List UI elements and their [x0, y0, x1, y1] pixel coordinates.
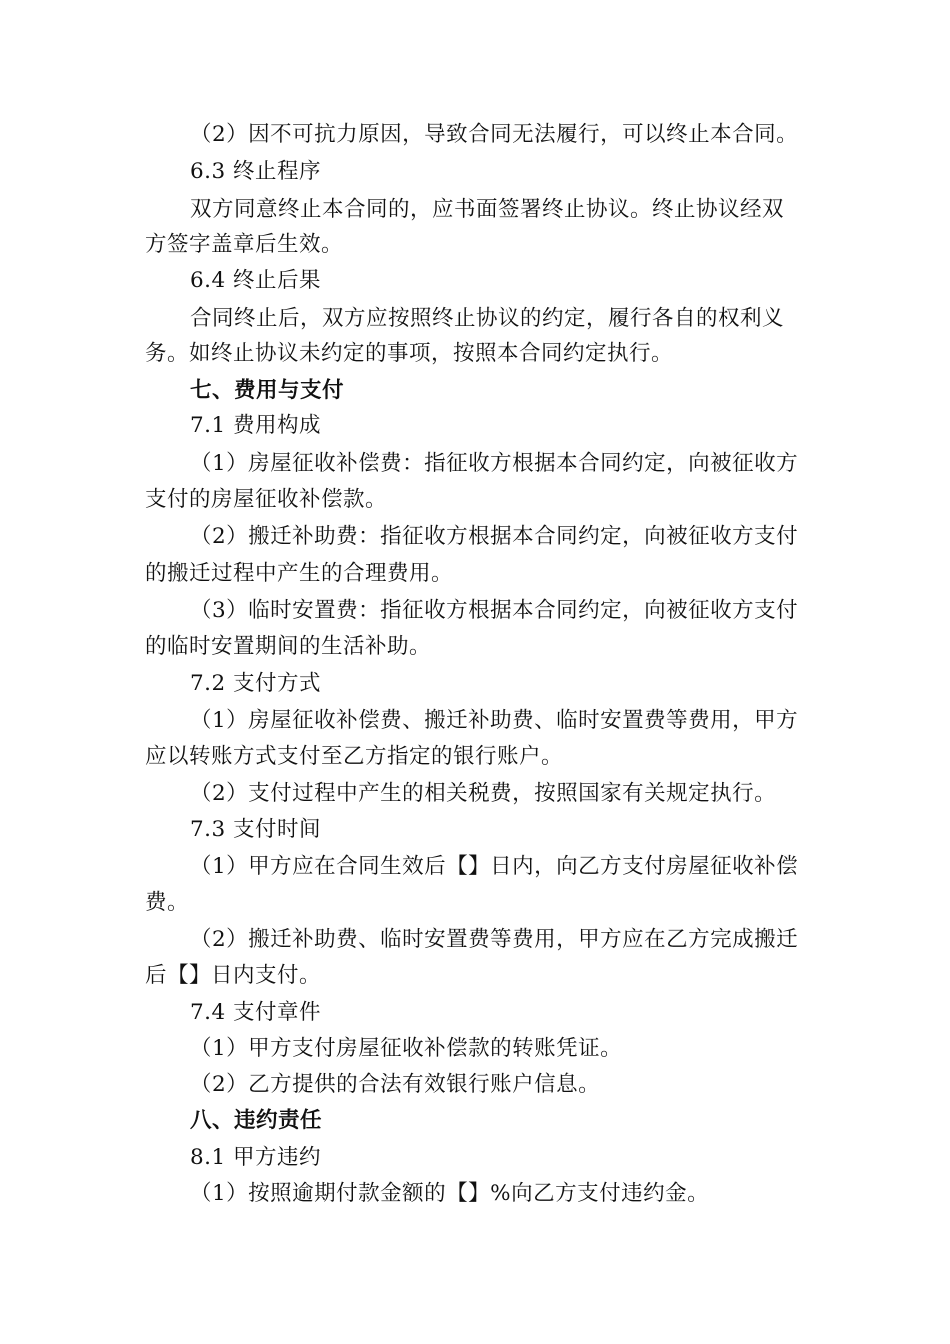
chapter-7-heading: 七、费用与支付	[190, 378, 345, 403]
section-7-1-heading: 7.1 费用构成	[190, 413, 322, 438]
clause-6-2-item-2: （2）因不可抗力原因，导致合同无法履行，可以终止本合同。	[190, 122, 799, 147]
section-6-3-heading: 6.3 终止程序	[190, 159, 322, 184]
section-7-4-heading: 7.4 支付章件	[190, 1000, 322, 1025]
clause-7-4-item-1: （1）甲方支付房屋征收补偿款的转账凭证。	[190, 1036, 623, 1061]
paragraph-6-4-line-1: 合同终止后，双方应按照终止协议的约定，履行各自的权利义	[190, 306, 785, 331]
section-7-3-heading: 7.3 支付时间	[190, 817, 322, 842]
paragraph-6-3-line-1: 双方同意终止本合同的，应书面签署终止协议。终止协议经双	[190, 197, 785, 222]
clause-7-1-item-1-line-2: 支付的房屋征收补偿款。	[145, 487, 388, 512]
clause-7-2-item-2: （2）支付过程中产生的相关税费，按照国家有关规定执行。	[190, 781, 777, 806]
clause-7-2-item-1-line-1: （1）房屋征收补偿费、搬迁补助费、临时安置费等费用，甲方	[190, 708, 799, 733]
clause-7-1-item-3-line-1: （3）临时安置费：指征收方根据本合同约定，向被征收方支付	[190, 598, 799, 623]
section-6-4-heading: 6.4 终止后果	[190, 268, 322, 293]
section-8-1-heading: 8.1 甲方违约	[190, 1145, 322, 1170]
clause-7-3-item-2-line-1: （2）搬迁补助费、临时安置费等费用，甲方应在乙方完成搬迁	[190, 927, 799, 952]
clause-7-3-item-2-line-2: 后【】日内支付。	[145, 963, 322, 988]
clause-8-1-item-1: （1）按照逾期付款金额的【】%向乙方支付违约金。	[190, 1181, 710, 1206]
paragraph-6-3-line-2: 方签字盖章后生效。	[145, 232, 344, 257]
clause-7-3-item-1-line-2: 费。	[145, 890, 190, 915]
paragraph-6-4-line-2: 务。如终止协议未约定的事项，按照本合同约定执行。	[145, 341, 674, 366]
clause-7-1-item-2-line-2: 的搬迁过程中产生的合理费用。	[145, 561, 454, 586]
clause-7-1-item-1-line-1: （1）房屋征收补偿费：指征收方根据本合同约定，向被征收方	[190, 451, 799, 476]
clause-7-1-item-3-line-2: 的临时安置期间的生活补助。	[145, 634, 432, 659]
clause-7-1-item-2-line-1: （2）搬迁补助费：指征收方根据本合同约定，向被征收方支付	[190, 524, 799, 549]
section-7-2-heading: 7.2 支付方式	[190, 671, 322, 696]
chapter-8-heading: 八、违约责任	[190, 1108, 323, 1133]
clause-7-4-item-2: （2）乙方提供的合法有效银行账户信息。	[190, 1072, 601, 1097]
clause-7-3-item-1-line-1: （1）甲方应在合同生效后【】日内，向乙方支付房屋征收补偿	[190, 854, 799, 879]
clause-7-2-item-1-line-2: 应以转账方式支付至乙方指定的银行账户。	[145, 744, 564, 769]
